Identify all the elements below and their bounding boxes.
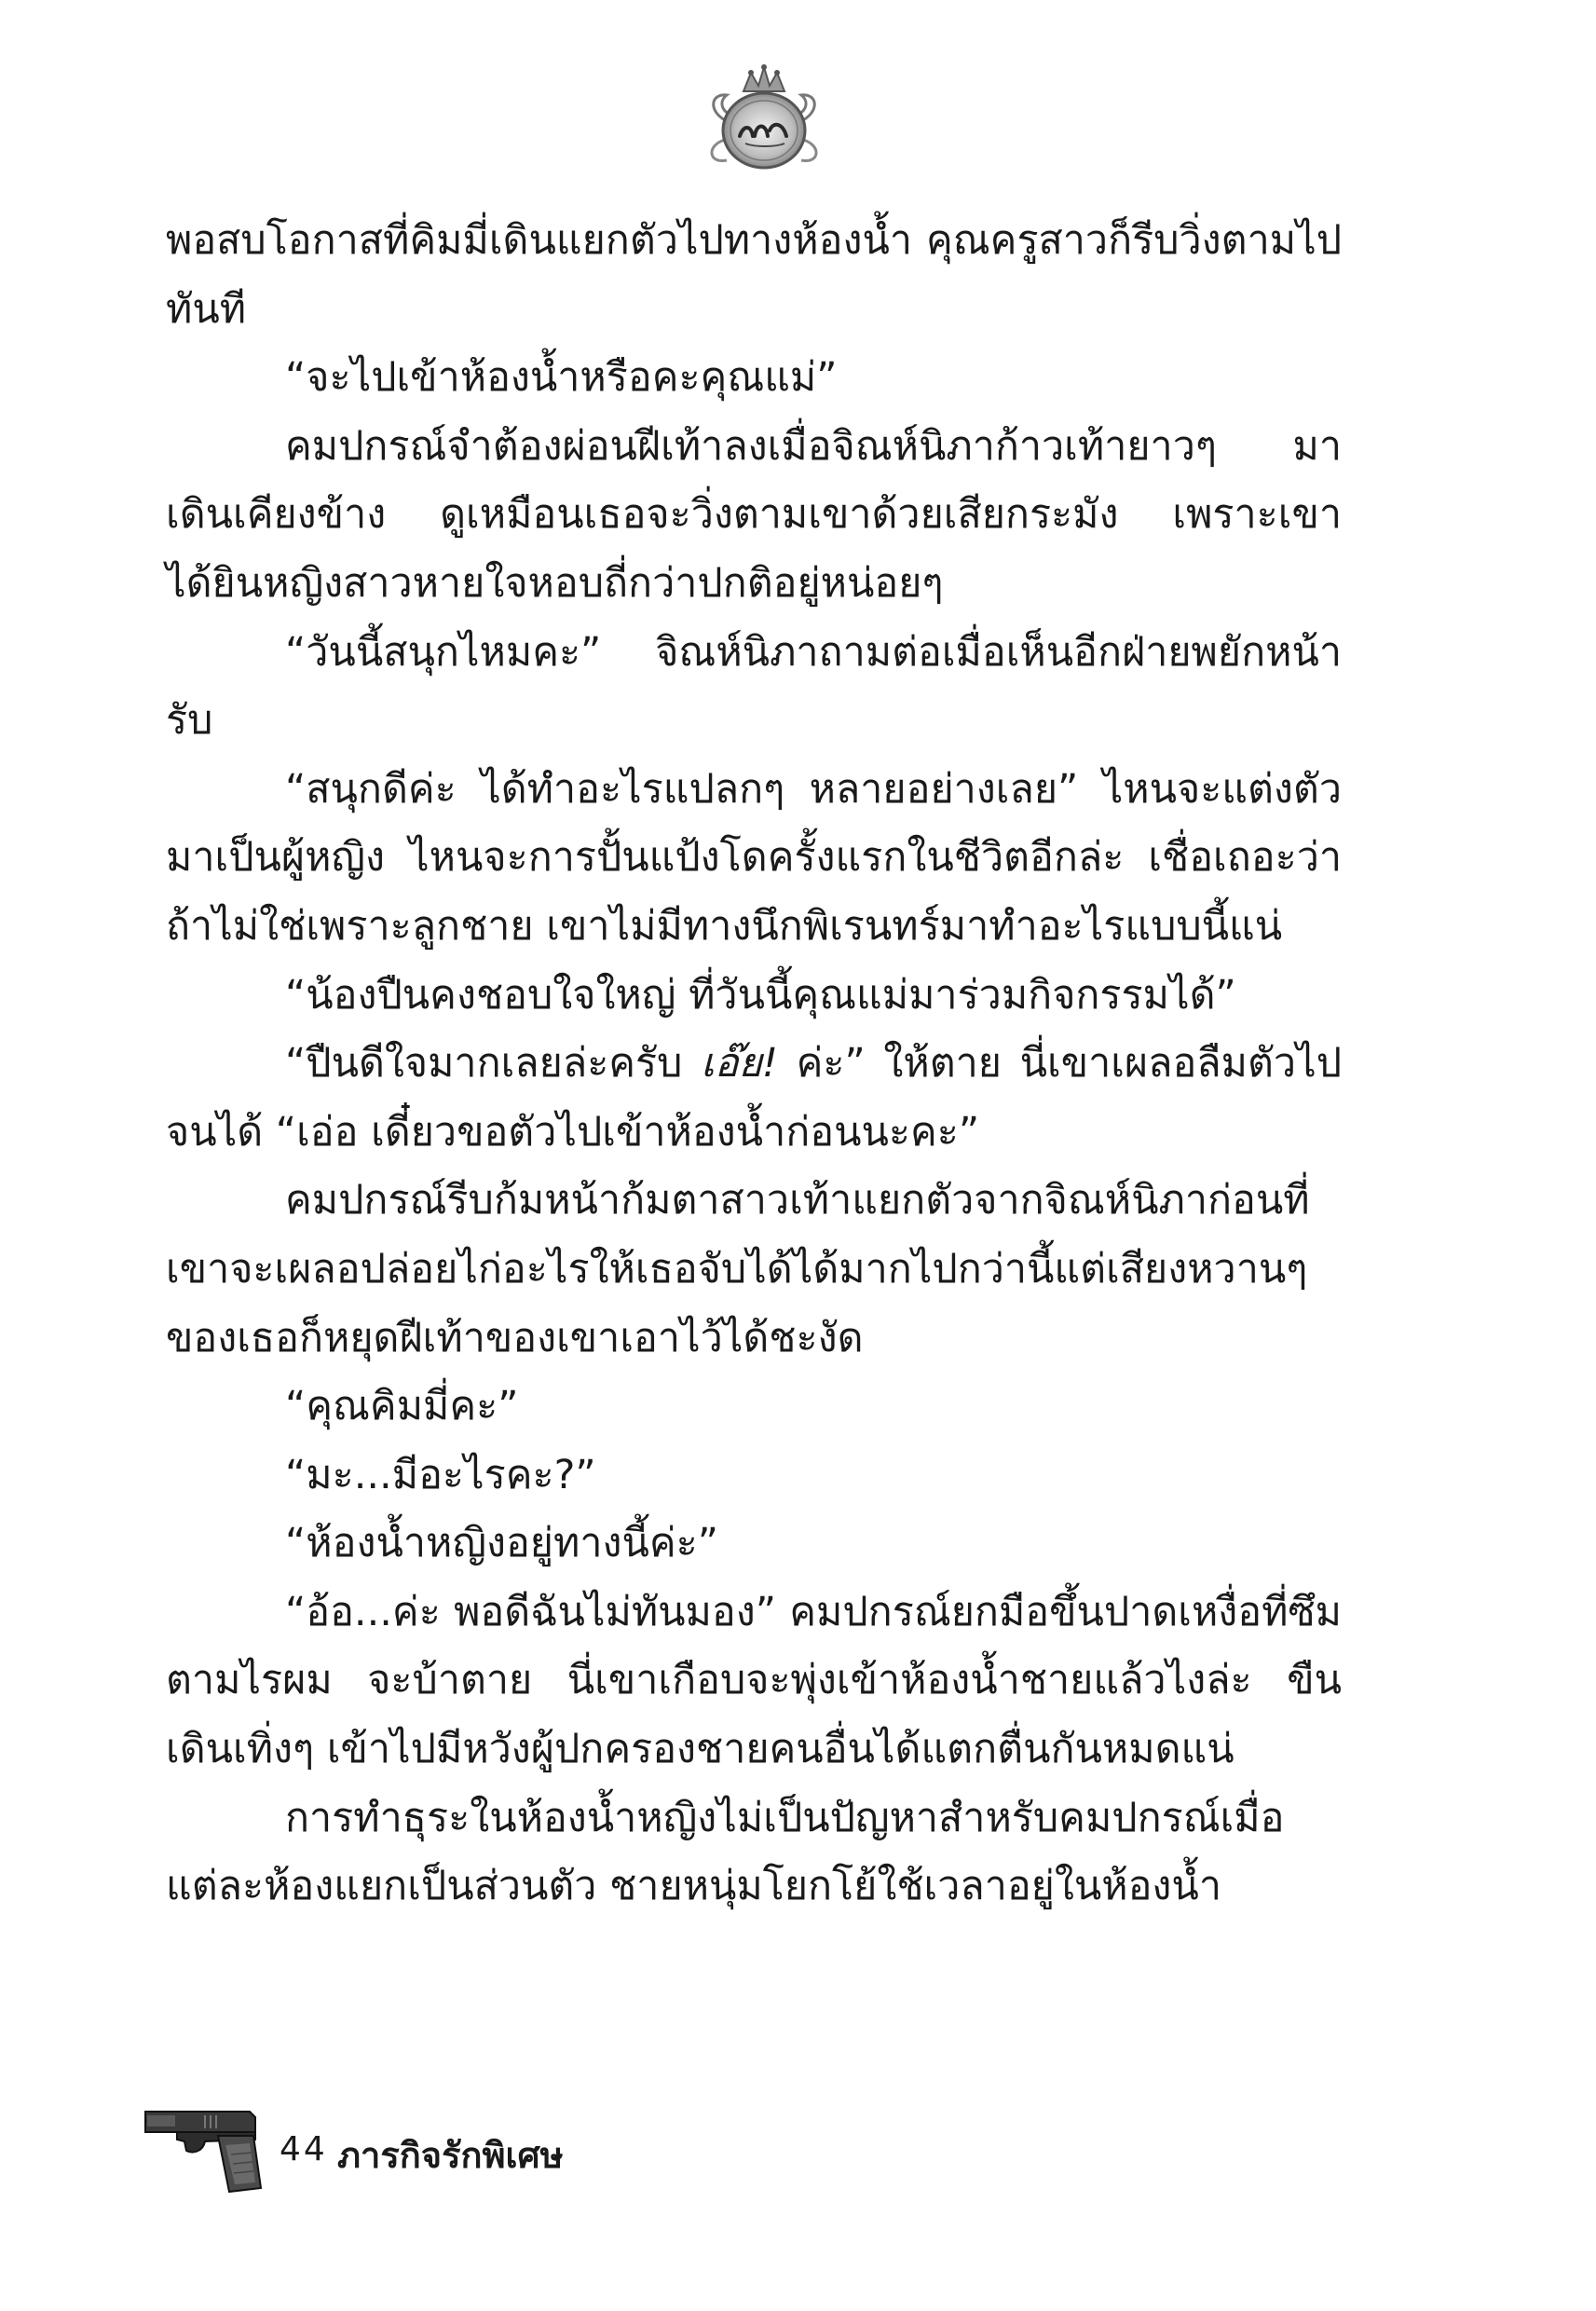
- paragraph: “มะ...มีอะไรคะ?”: [285, 1451, 596, 1498]
- page-number: 44: [280, 2130, 328, 2168]
- page-footer: [140, 2099, 699, 2201]
- italic-exclamation: เอ๊ย!: [701, 1040, 779, 1087]
- book-title: ภารกิจรักพิเศษ: [337, 2135, 564, 2176]
- paragraph: “คุณคิมมี่คะ”: [285, 1383, 519, 1430]
- paragraph: “วันนี้สนุกไหมคะ” จิณห์นิภาถามต่อเมื่อเห็นอีกฝ่ายพยักหน้ารับ: [166, 628, 1342, 745]
- paragraph: พอสบโอกาสที่คิมมี่เดินแยกตัวไปทางห้องน้ำ คุณครูสาวก็รีบวิ่งตามไปทันที: [166, 217, 1342, 333]
- paragraph: [166, 1030, 1342, 1167]
- paragraph-text: “ปืนดีใจมากเลยล่ะครับ: [285, 1040, 702, 1087]
- paragraph: “อ้อ...ค่ะ พอดีฉันไม่ทันมอง” คมปกรณ์ยกมือขึ้นปาดเหงื่อที่ซึมตามไรผม จะบ้าตาย นี่เขาเกือบจะพุ่งเข้าห้องน้ำชายแล้วไงล่ะ ขืนเดินเทิ่งๆ เข้าไปมีหวังผู้ปกครองชายคนอื่นได้แตกตื่นกันหมดแน่: [166, 1588, 1342, 1773]
- body-text: [166, 207, 1342, 1921]
- paragraph: “น้องปืนคงชอบใจใหญ่ ที่วันนี้คุณแม่มาร่วมกิจกรรมได้”: [285, 971, 1236, 1019]
- paragraph: “จะไปเข้าห้องน้ำหรือคะคุณแม่”: [285, 354, 838, 402]
- paragraph: “ห้องน้ำหญิงอยู่ทางนี้ค่ะ”: [285, 1520, 719, 1567]
- paragraph: การทำธุระในห้องน้ำหญิงไม่เป็นปัญหาสำหรับคมปกรณ์เมื่อแต่ละห้องแยกเป็นส่วนตัว ชายหนุ่มโยกโย้ใช้เวลาอยู่ในห้องน้ำ: [166, 1794, 1285, 1910]
- paragraph: “สนุกดีค่ะ ได้ทำอะไรแปลกๆ หลายอย่างเลย” ไหนจะแต่งตัวมาเป็นผู้หญิง ไหนจะการปั้นแป้งโดครั้งแรกในชีวิตอีกล่ะ เชื่อเถอะว่าถ้าไม่ใช่เพราะลูกชาย เขาไม่มีทางนึกพิเรนทร์มาทำอะไรแบบนี้แน่: [166, 765, 1342, 950]
- paragraph: คมปกรณ์จำต้องผ่อนฝีเท้าลงเมื่อจิณห์นิภาก้าวเท้ายาวๆ มาเดินเคียงข้าง ดูเหมือนเธอจะวิ่งตามเขาด้วยเสียกระมัง เพราะเขาได้ยินหญิงสาวหายใจหอบถี่กว่าปกติอยู่หน่อยๆ: [166, 422, 1342, 607]
- ornate-publisher-logo-icon: [689, 56, 839, 177]
- paragraph: คมปกรณ์รีบก้มหน้าก้มตาสาวเท้าแยกตัวจากจิณห์นิภาก่อนที่เขาจะเผลอปล่อยไก่อะไรให้เธอจับได้ได้มากไปกว่านี้แต่เสียงหวานๆ ของเธอก็หยุดฝีเท้าของเขาเอาไว้ได้ชะงัด: [166, 1177, 1310, 1361]
- paragraph-text: ค่ะ” ให้ตาย นี่เขาเผลอลืมตัวไปจนได้ “เอ่อ เดี๋ยวขอตัวไปเข้าห้องน้ำก่อนนะคะ”: [166, 1040, 1342, 1156]
- pistol-icon: [140, 2099, 266, 2195]
